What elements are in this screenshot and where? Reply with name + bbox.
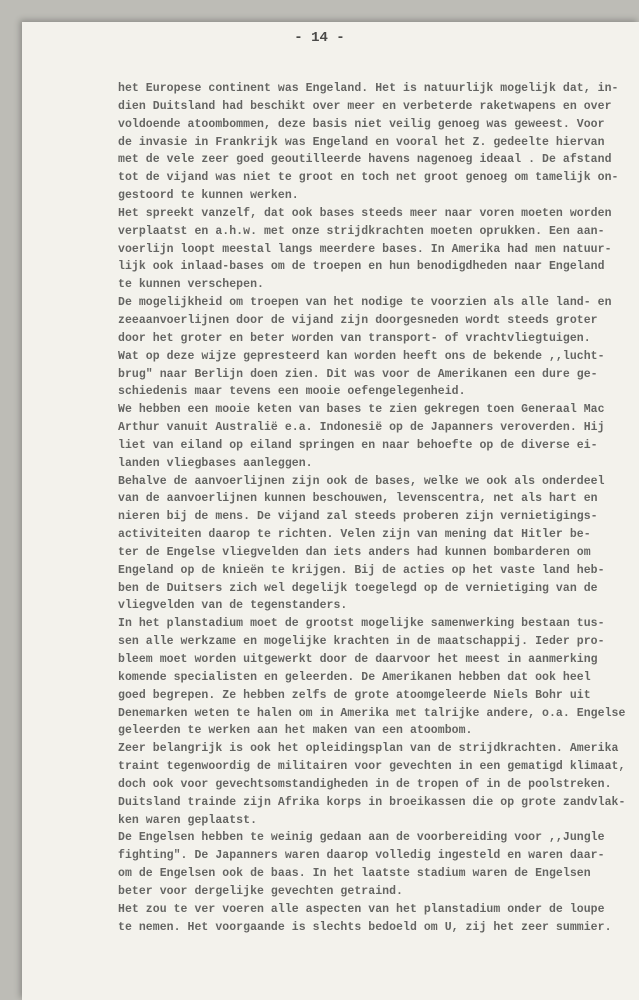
text-line: Behalve de aanvoerlijnen zijn ook de bases, welke we ook als onderdeel (118, 474, 605, 488)
text-line: te nemen. Het voorgaande is slechts bedoeld om U, zij het zeer summier. (118, 920, 612, 934)
text-line: dien Duitsland had beschikt over meer en verbeterde raketwapens en over (118, 99, 612, 113)
text-line: Denemarken weten te halen om in Amerika met talrijke andere, o.a. Engelse (118, 706, 626, 720)
text-line: lijk ook inlaad-bases om de troepen en hun benodigdheden naar Engeland (118, 260, 605, 274)
text-line: Zeer belangrijk is ook het opleidingsplan van de strijdkrachten. Amerika (118, 742, 619, 756)
text-line: De Engelsen hebben te weinig gedaan aan de voorbereiding voor ,,Jungle (118, 831, 605, 845)
text-line: doch ook voor gevechtsomstandigheden in de tropen of in de poolstreken. (118, 777, 612, 791)
text-line: de invasie in Frankrijk was Engeland en vooral het Z. gedeelte hiervan (118, 135, 605, 149)
document-body (118, 80, 626, 937)
text-line: liet van eiland op eiland springen en naar behoefte op de diverse ei- (118, 438, 598, 452)
text-line: We hebben een mooie keten van bases te zien gekregen toen Generaal Mac (118, 403, 605, 417)
text-line: ben de Duitsers zich wel degelijk toegelegd op de vernietiging van de (118, 581, 598, 595)
text-line: landen vliegbases aanleggen. (118, 456, 313, 470)
text-line: goed begrepen. Ze hebben zelfs de grote atoomgeleerde Niels Bohr uit (118, 688, 591, 702)
text-line: gestoord te kunnen werken. (118, 189, 299, 203)
page-number: - 14 - (294, 30, 345, 46)
text-line: door het groter en beter worden van transport- of vrachtvliegtuigen. (118, 331, 591, 345)
text-line: ken waren geplaatst. (118, 813, 258, 827)
text-line: te kunnen verschepen. (118, 278, 264, 292)
text-line: ter de Engelse vliegvelden dan iets anders had kunnen bombarderen om (118, 545, 591, 559)
text-line: nieren bij de mens. De vijand zal steeds proberen zijn vernietigings- (118, 510, 598, 524)
text-line: tot de vijand was niet te groot en toch net groot genoeg om tamelijk on- (118, 171, 619, 185)
text-line: om de Engelsen ook de baas. In het laatste stadium waren de Engelsen (118, 867, 591, 881)
text-line: Arthur vanuit Australië e.a. Indonesië op de Japanners veroverden. Hij (118, 421, 605, 435)
text-line: vliegvelden van de tegenstanders. (118, 599, 348, 613)
text-line: sen alle werkzame en mogelijke krachten in de maatschappij. Ieder pro- (118, 635, 605, 649)
text-line: met de vele zeer goed geoutilleerde havens nagenoeg ideaal . De afstand (118, 153, 612, 167)
text-line: Engeland op de knieën te krijgen. Bij de acties op het vaste land heb- (118, 563, 605, 577)
text-line: geleerden te werken aan het maken van een atoombom. (118, 724, 473, 738)
text-line: brug" naar Berlijn doen zien. Dit was voor de Amerikanen een dure ge- (118, 367, 598, 381)
text-line: komende specialisten en geleerden. De Amerikanen hebben dat ook heel (118, 670, 591, 684)
text-line: het Europese continent was Engeland. Het is natuurlijk mogelijk dat, in- (118, 82, 619, 95)
text-line: schiedenis maar tevens een mooie oefengelegenheid. (118, 385, 466, 399)
text-line: In het planstadium moet de grootst mogelijke samenwerking bestaan tus- (118, 617, 605, 631)
text-line: Duitsland trainde zijn Afrika korps in broeikassen die op grote zandvlak- (118, 795, 626, 809)
text-line: traint tegenwoordig de militairen voor gevechten in een gematigd klimaat, (118, 760, 626, 774)
text-line: Het spreekt vanzelf, dat ook bases steeds meer naar voren moeten worden (118, 206, 612, 220)
text-line: De mogelijkheid om troepen van het nodige te voorzien als alle land- en (118, 296, 612, 310)
text-line: verplaatst en a.h.w. met onze strijdkrachten moeten oprukken. Een aan- (118, 224, 605, 238)
text-line: fighting". De Japanners waren daarop volledig ingesteld en waren daar- (118, 849, 605, 863)
text-line: voldoende atoombommen, deze basis niet veilig genoeg was geweest. Voor (118, 117, 605, 131)
text-line: zeeaanvoerlijnen door de vijand zijn doorgesneden wordt steeds groter (118, 313, 598, 327)
text-line: voerlijn loopt meestal langs meerdere bases. In Amerika had men natuur- (118, 242, 612, 256)
text-line: beter voor dergelijke gevechten getraind. (118, 884, 403, 898)
text-line: van de aanvoerlijnen kunnen beschouwen, levenscentra, net als hart en (118, 492, 598, 506)
text-line: Wat op deze wijze gepresteerd kan worden heeft ons de bekende ,,lucht- (118, 349, 605, 363)
text-line: Het zou te ver voeren alle aspecten van het planstadium onder de loupe (118, 902, 605, 916)
text-line: activiteiten daarop te richten. Velen zijn van mening dat Hitler be- (118, 528, 591, 542)
text-line: bleem moet worden uitgewerkt door de daarvoor het meest in aanmerking (118, 653, 598, 666)
